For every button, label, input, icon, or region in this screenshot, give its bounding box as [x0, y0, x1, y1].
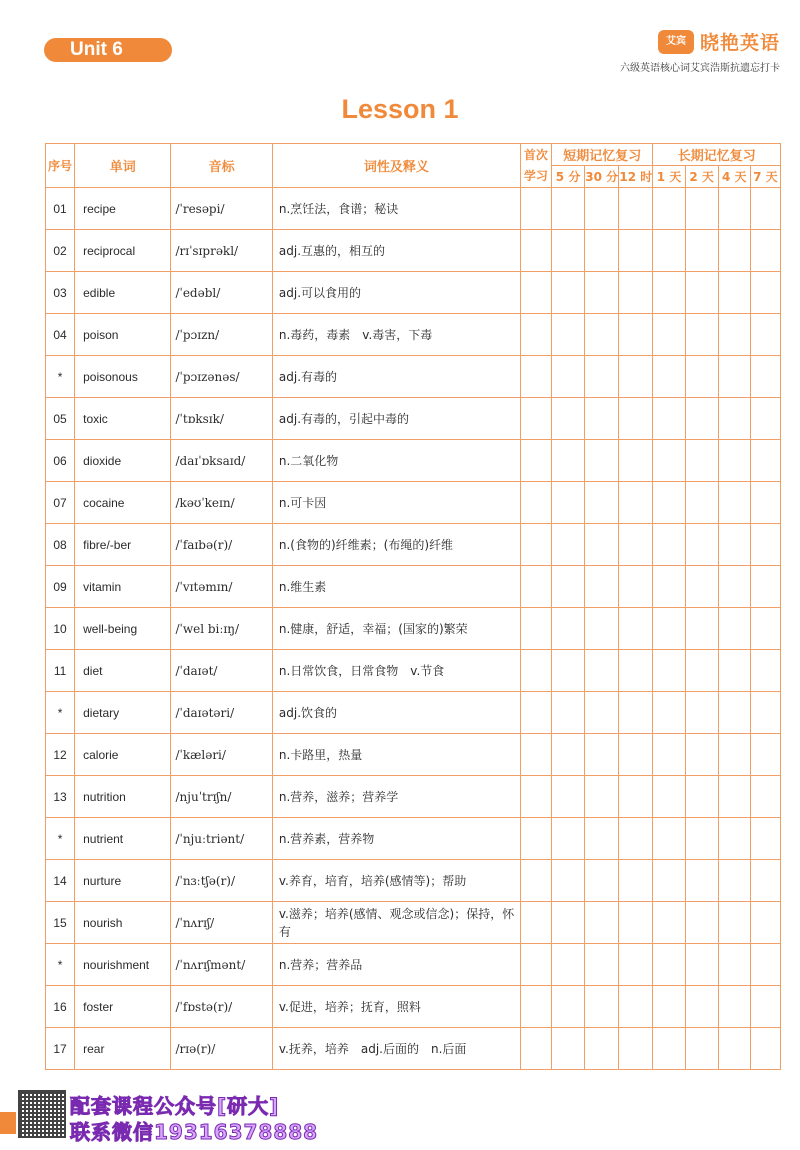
row-word: fibre/-ber — [75, 524, 171, 566]
check-7d[interactable] — [750, 734, 780, 776]
table-row — [46, 356, 781, 398]
table-row — [46, 272, 781, 314]
check-30min[interactable] — [585, 356, 619, 398]
check-5min[interactable] — [552, 776, 585, 818]
header-word: 单词 — [75, 144, 171, 188]
check-7d[interactable] — [750, 188, 780, 230]
check-5min[interactable] — [552, 1028, 585, 1070]
check-4d[interactable] — [718, 776, 750, 818]
check-2d[interactable] — [685, 734, 718, 776]
table-row — [46, 818, 781, 860]
check-1d[interactable] — [653, 944, 685, 986]
row-phonetic: /ˈnɜːtʃə(r)/ — [171, 860, 272, 902]
check-30min[interactable] — [585, 776, 619, 818]
row-phonetic: /ˈedəbl/ — [171, 272, 272, 314]
check-7d[interactable] — [750, 692, 780, 734]
check-4d[interactable] — [718, 188, 750, 230]
row-definition: adj.有毒的，引起中毒的 — [272, 398, 520, 440]
row-number: * — [46, 692, 75, 734]
check-7d[interactable] — [750, 944, 780, 986]
check-5min[interactable] — [552, 188, 585, 230]
check-first-study[interactable] — [520, 692, 551, 734]
table-row — [46, 230, 781, 272]
row-word: rear — [75, 1028, 171, 1070]
row-word: recipe — [75, 188, 171, 230]
row-number: 02 — [46, 230, 75, 272]
check-2d[interactable] — [685, 692, 718, 734]
check-12h[interactable] — [619, 818, 653, 860]
check-4d[interactable] — [718, 356, 750, 398]
check-4d[interactable] — [718, 944, 750, 986]
check-2d[interactable] — [685, 860, 718, 902]
row-number: 14 — [46, 860, 75, 902]
row-phonetic: /daɪˈɒksaɪd/ — [171, 440, 272, 482]
promo-stamp — [0, 1090, 320, 1146]
check-first-study[interactable] — [520, 356, 551, 398]
check-1d[interactable] — [653, 608, 685, 650]
check-30min[interactable] — [585, 734, 619, 776]
check-2d[interactable] — [685, 482, 718, 524]
row-phonetic: /ˈtɒksɪk/ — [171, 398, 272, 440]
table-row — [46, 1028, 781, 1070]
row-phonetic: /rɪə(r)/ — [171, 1028, 272, 1070]
check-30min[interactable] — [585, 986, 619, 1028]
check-1d[interactable] — [653, 398, 685, 440]
promo-line-2: 联系微信19316378888 — [70, 1120, 319, 1144]
row-word: dioxide — [75, 440, 171, 482]
row-phonetic: /rɪˈsɪprəkl/ — [171, 230, 272, 272]
row-word: nutrition — [75, 776, 171, 818]
row-word: poisonous — [75, 356, 171, 398]
row-number: 10 — [46, 608, 75, 650]
table-row — [46, 860, 781, 902]
row-phonetic: /ˈfɒstə(r)/ — [171, 986, 272, 1028]
check-2d[interactable] — [685, 986, 718, 1028]
check-30min[interactable] — [585, 944, 619, 986]
check-12h[interactable] — [619, 902, 653, 944]
row-number: 13 — [46, 776, 75, 818]
check-2d[interactable] — [685, 230, 718, 272]
check-1d[interactable] — [653, 692, 685, 734]
check-2d[interactable] — [685, 776, 718, 818]
row-definition: n.毒药，毒素 v.毒害，下毒 — [272, 314, 520, 356]
check-12h[interactable] — [619, 482, 653, 524]
header-long-term: 长期记忆复习 — [653, 144, 781, 166]
check-30min[interactable] — [585, 314, 619, 356]
check-first-study[interactable] — [520, 860, 551, 902]
check-7d[interactable] — [750, 398, 780, 440]
check-4d[interactable] — [718, 692, 750, 734]
check-12h[interactable] — [619, 566, 653, 608]
check-5min[interactable] — [552, 650, 585, 692]
check-30min[interactable] — [585, 650, 619, 692]
check-7d[interactable] — [750, 230, 780, 272]
check-30min[interactable] — [585, 440, 619, 482]
row-number: 05 — [46, 398, 75, 440]
row-definition: n.卡路里，热量 — [272, 734, 520, 776]
check-2d[interactable] — [685, 608, 718, 650]
promo-accent-bar — [0, 1112, 16, 1134]
check-12h[interactable] — [619, 398, 653, 440]
row-definition: n.营养；营养品 — [272, 944, 520, 986]
table-row — [46, 482, 781, 524]
check-first-study[interactable] — [520, 986, 551, 1028]
check-4d[interactable] — [718, 524, 750, 566]
check-4d[interactable] — [718, 272, 750, 314]
check-12h[interactable] — [619, 860, 653, 902]
row-word: nutrient — [75, 818, 171, 860]
check-5min[interactable] — [552, 314, 585, 356]
check-first-study[interactable] — [520, 230, 551, 272]
check-12h[interactable] — [619, 608, 653, 650]
check-first-study[interactable] — [520, 566, 551, 608]
row-word: poison — [75, 314, 171, 356]
check-5min[interactable] — [552, 398, 585, 440]
check-1d[interactable] — [653, 314, 685, 356]
check-5min[interactable] — [552, 902, 585, 944]
header-short-12h: 12 时 — [619, 166, 653, 188]
check-2d[interactable] — [685, 272, 718, 314]
check-7d[interactable] — [750, 608, 780, 650]
check-4d[interactable] — [718, 440, 750, 482]
table-row — [46, 314, 781, 356]
check-5min[interactable] — [552, 272, 585, 314]
table-row — [46, 944, 781, 986]
check-2d[interactable] — [685, 314, 718, 356]
unit-label: Unit 6 — [44, 38, 172, 62]
check-30min[interactable] — [585, 608, 619, 650]
check-5min[interactable] — [552, 482, 585, 524]
check-first-study[interactable] — [520, 650, 551, 692]
row-phonetic: /ˈpɔɪzənəs/ — [171, 356, 272, 398]
check-7d[interactable] — [750, 860, 780, 902]
check-12h[interactable] — [619, 314, 653, 356]
row-word: nurture — [75, 860, 171, 902]
check-1d[interactable] — [653, 230, 685, 272]
check-5min[interactable] — [552, 692, 585, 734]
row-number: 17 — [46, 1028, 75, 1070]
check-first-study[interactable] — [520, 776, 551, 818]
row-number: 07 — [46, 482, 75, 524]
brand-subtitle: 六级英语核心词艾宾浩斯抗遗忘打卡 — [620, 63, 780, 74]
row-word: diet — [75, 650, 171, 692]
check-7d[interactable] — [750, 356, 780, 398]
check-1d[interactable] — [653, 524, 685, 566]
check-2d[interactable] — [685, 524, 718, 566]
check-2d[interactable] — [685, 902, 718, 944]
row-definition: v.促进，培养；抚育，照料 — [272, 986, 520, 1028]
check-12h[interactable] — [619, 650, 653, 692]
row-phonetic: /ˈfaɪbə(r)/ — [171, 524, 272, 566]
row-number: 04 — [46, 314, 75, 356]
check-5min[interactable] — [552, 818, 585, 860]
check-12h[interactable] — [619, 1028, 653, 1070]
check-7d[interactable] — [750, 566, 780, 608]
table-row — [46, 986, 781, 1028]
check-first-study[interactable] — [520, 734, 551, 776]
check-7d[interactable] — [750, 314, 780, 356]
check-4d[interactable] — [718, 902, 750, 944]
check-2d[interactable] — [685, 188, 718, 230]
row-definition: n.烹饪法，食谱；秘诀 — [272, 188, 520, 230]
row-word: nourishment — [75, 944, 171, 986]
check-30min[interactable] — [585, 566, 619, 608]
row-number: 01 — [46, 188, 75, 230]
check-12h[interactable] — [619, 230, 653, 272]
row-phonetic: /ˈdaɪət/ — [171, 650, 272, 692]
brand-header — [620, 28, 780, 74]
header-short-5min: 5 分 — [552, 166, 585, 188]
row-phonetic: /njuˈtrɪʃn/ — [171, 776, 272, 818]
check-7d[interactable] — [750, 776, 780, 818]
row-phonetic: /ˈpɔɪzn/ — [171, 314, 272, 356]
check-5min[interactable] — [552, 734, 585, 776]
check-4d[interactable] — [718, 734, 750, 776]
check-first-study[interactable] — [520, 944, 551, 986]
check-12h[interactable] — [619, 944, 653, 986]
header-phonetic: 音标 — [171, 144, 272, 188]
check-12h[interactable] — [619, 986, 653, 1028]
row-word: cocaine — [75, 482, 171, 524]
check-1d[interactable] — [653, 356, 685, 398]
check-30min[interactable] — [585, 272, 619, 314]
brand-name: 晓艳英语 — [699, 32, 780, 54]
row-definition: n.可卡因 — [272, 482, 520, 524]
check-12h[interactable] — [619, 734, 653, 776]
row-definition: adj.互惠的，相互的 — [272, 230, 520, 272]
row-word: foster — [75, 986, 171, 1028]
check-5min[interactable] — [552, 566, 585, 608]
row-phonetic: /ˈvɪtəmɪn/ — [171, 566, 272, 608]
qr-code-icon[interactable] — [18, 1090, 66, 1138]
check-4d[interactable] — [718, 482, 750, 524]
table-row — [46, 608, 781, 650]
row-word: edible — [75, 272, 171, 314]
check-1d[interactable] — [653, 986, 685, 1028]
row-phonetic: /kəʊˈkeɪn/ — [171, 482, 272, 524]
table-row — [46, 734, 781, 776]
check-12h[interactable] — [619, 356, 653, 398]
row-phonetic: /ˈnjuːtriənt/ — [171, 818, 272, 860]
check-12h[interactable] — [619, 524, 653, 566]
check-first-study[interactable] — [520, 818, 551, 860]
check-12h[interactable] — [619, 272, 653, 314]
check-1d[interactable] — [653, 776, 685, 818]
check-2d[interactable] — [685, 650, 718, 692]
check-first-study[interactable] — [520, 1028, 551, 1070]
table-row — [46, 188, 781, 230]
table-row — [46, 776, 781, 818]
check-4d[interactable] — [718, 1028, 750, 1070]
row-definition: v.滋养；培养(感情、观念或信念)；保持，怀有 — [272, 902, 520, 944]
row-number: 03 — [46, 272, 75, 314]
check-30min[interactable] — [585, 482, 619, 524]
check-2d[interactable] — [685, 440, 718, 482]
row-phonetic: /ˈwel biːɪŋ/ — [171, 608, 272, 650]
check-5min[interactable] — [552, 524, 585, 566]
header-first-study: 首次学习 — [520, 144, 551, 188]
header-long-4d: 4 天 — [718, 166, 750, 188]
row-phonetic: /ˈkæləri/ — [171, 734, 272, 776]
check-1d[interactable] — [653, 566, 685, 608]
check-30min[interactable] — [585, 524, 619, 566]
check-first-study[interactable] — [520, 440, 551, 482]
row-number: 11 — [46, 650, 75, 692]
vocabulary-table — [45, 143, 781, 1070]
row-number: * — [46, 356, 75, 398]
check-5min[interactable] — [552, 986, 585, 1028]
check-4d[interactable] — [718, 398, 750, 440]
row-number: 15 — [46, 902, 75, 944]
row-definition: n.日常饮食，日常食物 v.节食 — [272, 650, 520, 692]
header-short-30min: 30 分 — [585, 166, 619, 188]
check-2d[interactable] — [685, 356, 718, 398]
check-30min[interactable] — [585, 902, 619, 944]
check-first-study[interactable] — [520, 188, 551, 230]
row-word: reciprocal — [75, 230, 171, 272]
check-30min[interactable] — [585, 230, 619, 272]
check-2d[interactable] — [685, 1028, 718, 1070]
header-long-2d: 2 天 — [685, 166, 718, 188]
check-4d[interactable] — [718, 860, 750, 902]
row-number: * — [46, 944, 75, 986]
check-first-study[interactable] — [520, 398, 551, 440]
check-5min[interactable] — [552, 944, 585, 986]
check-7d[interactable] — [750, 524, 780, 566]
check-4d[interactable] — [718, 566, 750, 608]
row-definition: n.营养，滋养；营养学 — [272, 776, 520, 818]
check-12h[interactable] — [619, 692, 653, 734]
check-30min[interactable] — [585, 398, 619, 440]
check-1d[interactable] — [653, 482, 685, 524]
row-definition: n.维生素 — [272, 566, 520, 608]
check-2d[interactable] — [685, 566, 718, 608]
check-4d[interactable] — [718, 650, 750, 692]
row-number: 16 — [46, 986, 75, 1028]
check-first-study[interactable] — [520, 314, 551, 356]
check-1d[interactable] — [653, 272, 685, 314]
check-12h[interactable] — [619, 776, 653, 818]
row-definition: v.抚养，培养 adj.后面的 n.后面 — [272, 1028, 520, 1070]
check-7d[interactable] — [750, 650, 780, 692]
row-word: well-being — [75, 608, 171, 650]
check-1d[interactable] — [653, 860, 685, 902]
check-30min[interactable] — [585, 860, 619, 902]
check-first-study[interactable] — [520, 902, 551, 944]
row-phonetic: /ˈnʌrɪʃ/ — [171, 902, 272, 944]
row-definition: n.二氧化物 — [272, 440, 520, 482]
row-definition: adj.有毒的 — [272, 356, 520, 398]
check-4d[interactable] — [718, 314, 750, 356]
check-7d[interactable] — [750, 440, 780, 482]
check-first-study[interactable] — [520, 482, 551, 524]
check-5min[interactable] — [552, 356, 585, 398]
row-number: * — [46, 818, 75, 860]
check-2d[interactable] — [685, 398, 718, 440]
check-first-study[interactable] — [520, 272, 551, 314]
check-12h[interactable] — [619, 440, 653, 482]
check-5min[interactable] — [552, 860, 585, 902]
header-long-1d: 1 天 — [653, 166, 685, 188]
table-row — [46, 524, 781, 566]
check-1d[interactable] — [653, 902, 685, 944]
row-word: dietary — [75, 692, 171, 734]
check-7d[interactable] — [750, 482, 780, 524]
row-definition: n.健康，舒适，幸福；(国家的)繁荣 — [272, 608, 520, 650]
check-30min[interactable] — [585, 818, 619, 860]
row-number: 09 — [46, 566, 75, 608]
row-number: 12 — [46, 734, 75, 776]
table-row — [46, 692, 781, 734]
row-word: calorie — [75, 734, 171, 776]
check-4d[interactable] — [718, 230, 750, 272]
check-7d[interactable] — [750, 986, 780, 1028]
check-30min[interactable] — [585, 1028, 619, 1070]
check-first-study[interactable] — [520, 524, 551, 566]
row-definition: n.(食物的)纤维素；(布绳的)纤维 — [272, 524, 520, 566]
check-4d[interactable] — [718, 818, 750, 860]
table-row — [46, 440, 781, 482]
row-definition: v.养育，培育，培养(感情等)；帮助 — [272, 860, 520, 902]
check-4d[interactable] — [718, 986, 750, 1028]
table-row — [46, 650, 781, 692]
check-5min[interactable] — [552, 440, 585, 482]
check-1d[interactable] — [653, 650, 685, 692]
header-seq: 序号 — [46, 144, 75, 188]
row-phonetic: /ˈresəpi/ — [171, 188, 272, 230]
row-word: vitamin — [75, 566, 171, 608]
table-row — [46, 902, 781, 944]
header-definition: 词性及释义 — [272, 144, 520, 188]
row-number: 06 — [46, 440, 75, 482]
header-long-7d: 7 天 — [750, 166, 780, 188]
row-phonetic: /ˈnʌrɪʃmənt/ — [171, 944, 272, 986]
row-definition: n.营养素，营养物 — [272, 818, 520, 860]
check-7d[interactable] — [750, 1028, 780, 1070]
check-4d[interactable] — [718, 608, 750, 650]
check-first-study[interactable] — [520, 608, 551, 650]
check-5min[interactable] — [552, 230, 585, 272]
row-phonetic: /ˈdaɪətəri/ — [171, 692, 272, 734]
check-1d[interactable] — [653, 1028, 685, 1070]
promo-line-1: 配套课程公众号[研大] — [70, 1094, 280, 1118]
brand-logo-icon: 艾宾 — [658, 30, 694, 54]
check-2d[interactable] — [685, 944, 718, 986]
check-5min[interactable] — [552, 608, 585, 650]
check-1d[interactable] — [653, 818, 685, 860]
check-2d[interactable] — [685, 818, 718, 860]
header-short-term: 短期记忆复习 — [552, 144, 653, 166]
row-number: 08 — [46, 524, 75, 566]
row-definition: adj.可以食用的 — [272, 272, 520, 314]
check-12h[interactable] — [619, 188, 653, 230]
lesson-title: Lesson 1 — [341, 94, 459, 124]
check-7d[interactable] — [750, 818, 780, 860]
check-30min[interactable] — [585, 188, 619, 230]
table-row — [46, 566, 781, 608]
check-1d[interactable] — [653, 188, 685, 230]
check-7d[interactable] — [750, 902, 780, 944]
check-7d[interactable] — [750, 272, 780, 314]
row-word: nourish — [75, 902, 171, 944]
row-word: toxic — [75, 398, 171, 440]
table-row — [46, 398, 781, 440]
check-30min[interactable] — [585, 692, 619, 734]
check-1d[interactable] — [653, 440, 685, 482]
check-1d[interactable] — [653, 734, 685, 776]
row-definition: adj.饮食的 — [272, 692, 520, 734]
